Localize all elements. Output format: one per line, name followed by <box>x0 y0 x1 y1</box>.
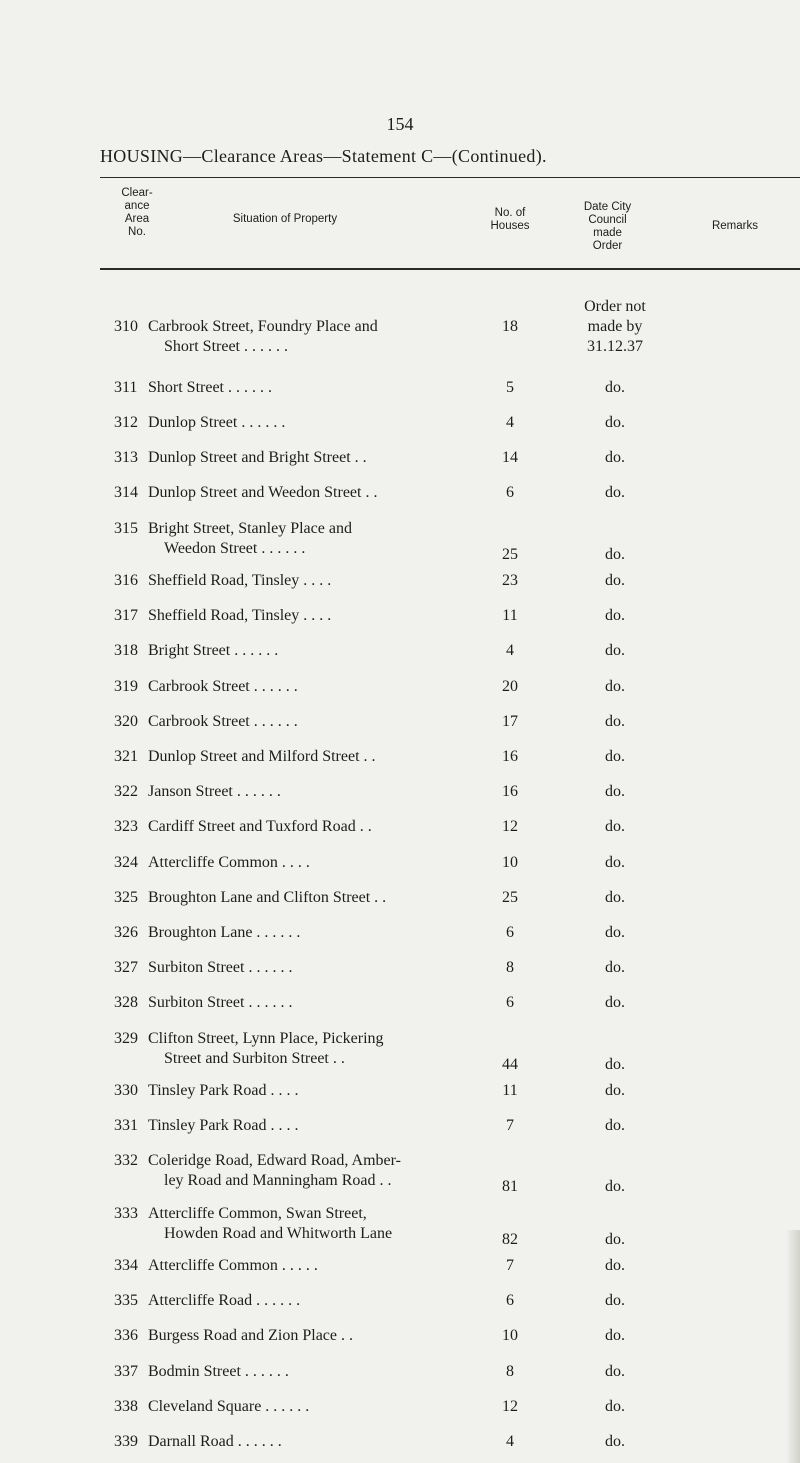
situation-line: Cardiff Street and Tuxford Road . . <box>148 818 372 836</box>
situation-of-property <box>148 448 460 468</box>
order-date <box>565 1177 665 1197</box>
number-of-houses: 7 <box>506 1256 514 1274</box>
area-number: 310 <box>114 318 138 335</box>
top-rule <box>100 177 800 178</box>
order-line: do. <box>605 959 625 977</box>
situation-line: Tinsley Park Road . . . . <box>148 1081 299 1099</box>
column-header-situation: Situation of Property <box>232 213 338 225</box>
order-line: do. <box>605 888 625 906</box>
order-line: do. <box>605 1178 625 1196</box>
situation-of-property <box>148 993 460 1013</box>
situation-line: Attercliffe Common . . . . <box>148 853 310 871</box>
order-date <box>565 853 665 873</box>
number-of-houses: 7 <box>506 1117 514 1135</box>
situation-of-property <box>148 571 460 591</box>
order-line: do. <box>605 994 625 1012</box>
order-line: do. <box>605 1081 625 1099</box>
order-line: do. <box>605 571 625 589</box>
situation-line: Attercliffe Common, Swan Street, <box>148 1204 367 1222</box>
area-number: 311 <box>114 378 138 396</box>
number-of-houses: 12 <box>502 818 518 836</box>
situation-line: Weedon Street . . . . . . <box>164 539 306 557</box>
area-number: 338 <box>114 1397 138 1415</box>
area-number: 329 <box>114 1029 138 1047</box>
area-number: 337 <box>114 1362 138 1380</box>
area-number: 316 <box>114 571 138 589</box>
situation-line: Short Street . . . . . . <box>164 338 288 355</box>
number-of-houses: 11 <box>502 607 518 625</box>
order-date <box>565 606 665 626</box>
order-date <box>565 378 665 398</box>
situation-line: Bodmin Street . . . . . . <box>148 1362 289 1380</box>
situation-line: Carbrook Street . . . . . . <box>148 712 298 730</box>
order-date <box>565 923 665 943</box>
situation-line: Tinsley Park Road . . . . <box>148 1117 299 1135</box>
order-line: do. <box>605 1397 625 1415</box>
number-of-houses: 6 <box>506 1292 514 1310</box>
order-line: do. <box>605 1362 625 1380</box>
situation-line: Surbiton Street . . . . . . <box>148 994 293 1012</box>
situation-of-property <box>148 1362 460 1382</box>
situation-line: Dunlop Street . . . . . . <box>148 414 286 432</box>
order-date <box>565 1432 665 1452</box>
order-line: do. <box>605 414 625 432</box>
situation-line: Attercliffe Road . . . . . . <box>148 1292 301 1310</box>
area-number: 327 <box>114 959 138 977</box>
order-date <box>565 571 665 591</box>
order-date <box>565 1256 665 1276</box>
order-line: do. <box>605 1055 625 1073</box>
situation-line: Cleveland Square . . . . . . <box>148 1397 310 1415</box>
area-number: 315 <box>114 519 138 537</box>
order-date <box>565 1291 665 1311</box>
area-number: 330 <box>114 1081 138 1099</box>
order-line: do. <box>605 853 625 871</box>
area-number: 333 <box>114 1204 138 1222</box>
order-date <box>565 297 665 357</box>
number-of-houses: 6 <box>506 994 514 1012</box>
order-line: do. <box>605 484 625 502</box>
order-date <box>565 817 665 837</box>
situation-of-property <box>148 519 460 559</box>
number-of-houses: 8 <box>506 1362 514 1380</box>
area-number: 336 <box>114 1327 138 1345</box>
number-of-houses: 4 <box>506 414 514 432</box>
page-number: 154 <box>386 114 414 134</box>
area-number: 317 <box>114 607 138 625</box>
order-line: Order not <box>584 298 646 315</box>
area-number: 313 <box>114 449 138 467</box>
number-of-houses: 10 <box>502 1327 518 1345</box>
order-line: do. <box>605 378 625 396</box>
area-number: 325 <box>114 888 138 906</box>
situation-line: Bright Street, Stanley Place and <box>148 519 352 537</box>
situation-of-property <box>148 1081 460 1101</box>
number-of-houses: 16 <box>502 748 518 765</box>
order-date <box>565 993 665 1013</box>
number-of-houses: 16 <box>502 783 518 801</box>
number-of-houses: 11 <box>502 1081 518 1099</box>
situation-of-property <box>148 1151 460 1191</box>
situation-of-property <box>148 483 460 503</box>
order-line: do. <box>605 1292 625 1310</box>
situation-line: Bright Street . . . . . . <box>148 642 279 660</box>
order-line: do. <box>605 712 625 730</box>
situation-of-property <box>148 1326 460 1346</box>
page-title: HOUSING—Clearance Areas—Statement C—(Continued). <box>100 146 547 166</box>
situation-line: ley Road and Manningham Road . . <box>164 1172 392 1190</box>
number-of-houses: 6 <box>506 924 514 941</box>
area-number: 319 <box>114 677 138 695</box>
order-line: do. <box>605 677 625 695</box>
situation-line: Street and Surbiton Street . . <box>164 1049 345 1067</box>
situation-line: Short Street . . . . . . <box>148 378 272 396</box>
order-date <box>565 888 665 908</box>
situation-of-property <box>148 1204 460 1244</box>
order-date <box>565 1397 665 1417</box>
order-date <box>565 747 665 767</box>
situation-line: Broughton Lane and Clifton Street . . <box>148 888 387 906</box>
area-number: 322 <box>114 783 138 801</box>
order-date <box>565 413 665 433</box>
number-of-houses: 82 <box>502 1230 518 1248</box>
area-number: 334 <box>114 1256 138 1274</box>
order-line: do. <box>605 642 625 660</box>
number-of-houses: 20 <box>502 677 518 695</box>
column-header-order-date: Date City Council made Order <box>583 201 632 252</box>
number-of-houses: 4 <box>506 642 514 660</box>
order-date <box>565 641 665 661</box>
situation-line: Broughton Lane . . . . . . <box>148 924 301 941</box>
situation-line: Attercliffe Common . . . . . <box>148 1256 318 1274</box>
situation-of-property <box>148 378 460 398</box>
situation-line: Howden Road and Whitworth Lane <box>164 1224 393 1242</box>
number-of-houses: 8 <box>506 959 514 977</box>
situation-line: Carbrook Street . . . . . . <box>148 677 298 695</box>
situation-of-property <box>148 317 460 357</box>
order-line: do. <box>605 1230 625 1248</box>
situation-line: Dunlop Street and Milford Street . . <box>148 748 376 765</box>
number-of-houses: 6 <box>506 484 514 502</box>
situation-line: Dunlop Street and Bright Street . . <box>148 449 367 467</box>
number-of-houses: 4 <box>506 1433 514 1450</box>
column-header-houses: No. of Houses <box>490 207 530 232</box>
area-number: 323 <box>114 818 138 836</box>
situation-line: Darnall Road . . . . . . <box>148 1433 282 1450</box>
page-edge-shadow <box>786 1230 800 1463</box>
area-number: 326 <box>114 924 138 941</box>
number-of-houses: 25 <box>502 545 518 563</box>
column-header-area-no: Clear- ance Area No. <box>121 187 153 238</box>
order-date <box>565 1081 665 1101</box>
area-number: 328 <box>114 994 138 1012</box>
situation-of-property <box>148 888 460 908</box>
situation-of-property <box>148 677 460 697</box>
number-of-houses: 25 <box>502 888 518 906</box>
situation-of-property <box>148 1116 460 1136</box>
order-date <box>565 448 665 468</box>
area-number: 331 <box>114 1117 138 1135</box>
number-of-houses: 12 <box>502 1397 518 1415</box>
situation-of-property <box>148 782 460 802</box>
area-number: 332 <box>114 1152 138 1170</box>
order-date <box>565 782 665 802</box>
order-line: do. <box>605 1433 625 1450</box>
order-line: do. <box>605 818 625 836</box>
order-date <box>565 1230 665 1250</box>
order-line: do. <box>605 924 625 941</box>
situation-of-property <box>148 817 460 837</box>
situation-line: Dunlop Street and Weedon Street . . <box>148 484 378 502</box>
situation-of-property <box>148 747 460 767</box>
situation-line: Coleridge Road, Edward Road, Amber- <box>148 1152 401 1170</box>
order-date <box>565 1362 665 1382</box>
order-date <box>565 1326 665 1346</box>
situation-line: Burgess Road and Zion Place . . <box>148 1327 354 1345</box>
situation-of-property <box>148 413 460 433</box>
situation-line: Sheffield Road, Tinsley . . . . <box>148 571 332 589</box>
number-of-houses: 5 <box>506 378 514 396</box>
order-date <box>565 1055 665 1075</box>
situation-of-property <box>148 1291 460 1311</box>
order-date <box>565 712 665 732</box>
situation-of-property <box>148 712 460 732</box>
situation-of-property <box>148 1256 460 1276</box>
order-line: do. <box>605 748 625 765</box>
order-date <box>565 1116 665 1136</box>
order-line: do. <box>605 1327 625 1345</box>
column-header-remarks: Remarks <box>711 220 758 232</box>
order-line: made by <box>587 318 643 335</box>
number-of-houses: 10 <box>502 853 518 871</box>
order-date <box>565 545 665 565</box>
order-line: do. <box>605 1256 625 1274</box>
order-line: do. <box>605 449 625 467</box>
order-date <box>565 958 665 978</box>
order-line: do. <box>605 1117 625 1135</box>
number-of-houses: 17 <box>502 712 518 730</box>
situation-of-property <box>148 1397 460 1417</box>
situation-line: Janson Street . . . . . . <box>148 783 281 801</box>
area-number: 318 <box>114 642 138 660</box>
order-date <box>565 483 665 503</box>
situation-line: Carbrook Street, Foundry Place and <box>148 318 378 335</box>
situation-of-property <box>148 923 460 943</box>
situation-line: Surbiton Street . . . . . . <box>148 959 293 977</box>
area-number: 335 <box>114 1292 138 1310</box>
situation-of-property <box>148 641 460 661</box>
situation-of-property <box>148 958 460 978</box>
situation-line: Sheffield Road, Tinsley . . . . <box>148 607 332 625</box>
area-number: 339 <box>114 1433 138 1450</box>
area-number: 320 <box>114 712 138 730</box>
situation-of-property <box>148 1432 460 1452</box>
order-line: do. <box>605 607 625 625</box>
area-number: 314 <box>114 484 138 502</box>
number-of-houses: 18 <box>502 318 518 335</box>
number-of-houses: 81 <box>502 1178 518 1196</box>
area-number: 324 <box>114 853 138 871</box>
number-of-houses: 44 <box>502 1055 518 1073</box>
order-date <box>565 677 665 697</box>
situation-line: Clifton Street, Lynn Place, Pickering <box>148 1029 384 1047</box>
order-line: do. <box>605 545 625 563</box>
number-of-houses: 14 <box>502 449 518 467</box>
situation-of-property <box>148 606 460 626</box>
order-line: 31.12.37 <box>587 338 643 355</box>
area-number: 312 <box>114 414 138 432</box>
number-of-houses: 23 <box>502 571 518 589</box>
header-bottom-rule <box>100 268 800 270</box>
situation-of-property <box>148 1029 460 1069</box>
situation-of-property <box>148 853 460 873</box>
area-number: 321 <box>114 748 138 765</box>
order-line: do. <box>605 783 625 801</box>
